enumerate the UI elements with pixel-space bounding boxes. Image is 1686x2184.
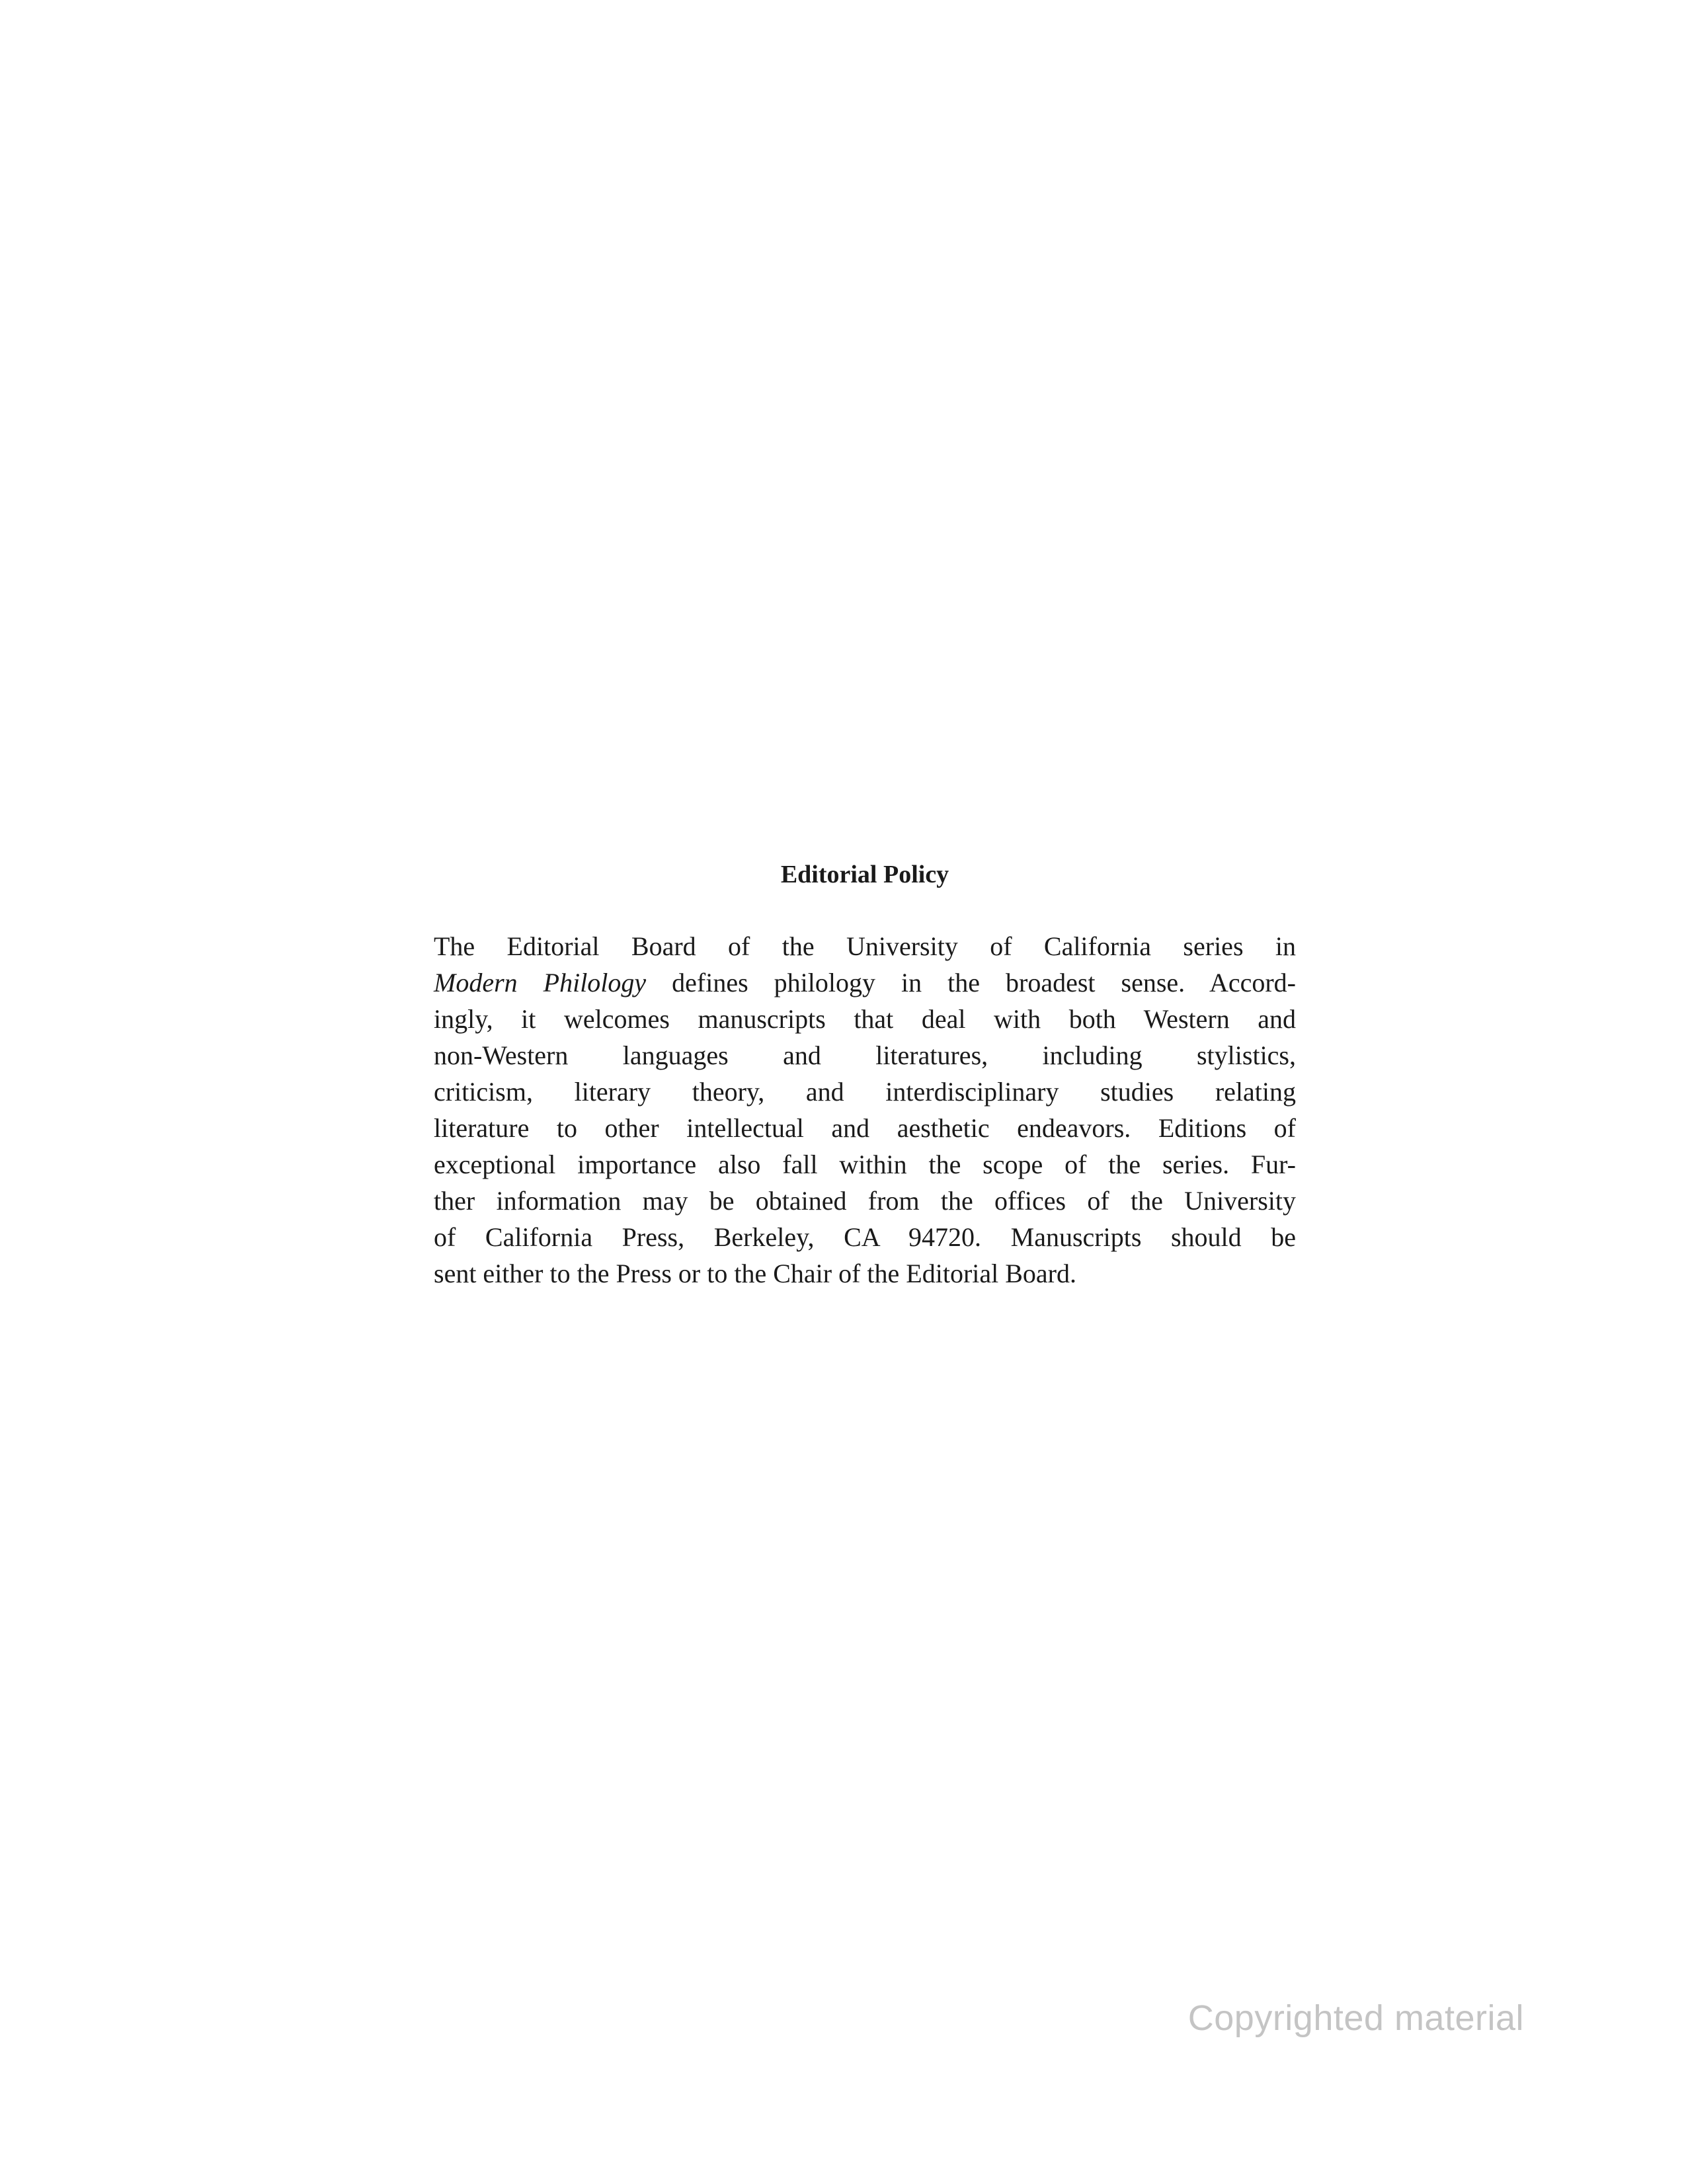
paragraph-line (434, 1255, 1296, 1292)
policy-paragraph (434, 928, 1296, 1292)
line-text: non-Western languages and literatures, including stylistics, (434, 1040, 1296, 1070)
paragraph-line (434, 1110, 1296, 1146)
series-title: Modern Philology (434, 968, 647, 997)
paragraph-line (434, 1073, 1296, 1110)
line-text: sent either to the Press or to the Chair of the Editorial Board. (434, 1259, 1076, 1288)
line-text: defines philology in the broadest sense. Accord- (646, 968, 1296, 997)
section-heading: Editorial Policy (780, 861, 949, 888)
copyright-watermark: Copyrighted material (1187, 1998, 1524, 2038)
paragraph-line (434, 964, 1296, 1001)
line-text: exceptional importance also fall within the scope of the series. Fur- (434, 1150, 1296, 1179)
paragraph-line (434, 1001, 1296, 1037)
line-text: ther information may be obtained from the offices of the University (434, 1186, 1296, 1216)
paragraph-line (434, 1146, 1296, 1183)
paragraph-line (434, 1219, 1296, 1255)
line-text: criticism, literary theory, and interdisciplinary studies relating (434, 1077, 1296, 1107)
editorial-policy-section (434, 859, 1296, 1292)
paragraph-line (434, 1037, 1296, 1073)
paragraph-line (434, 1183, 1296, 1219)
line-text: of California Press, Berkeley, CA 94720. Manuscripts should be (434, 1222, 1296, 1252)
line-text: literature to other intellectual and aesthetic endeavors. Editions of (434, 1113, 1296, 1143)
paragraph-line (434, 928, 1296, 964)
line-text: The Editorial Board of the University of California series in (434, 931, 1296, 961)
line-text: ingly, it welcomes manuscripts that deal with both Western and (434, 1004, 1296, 1034)
